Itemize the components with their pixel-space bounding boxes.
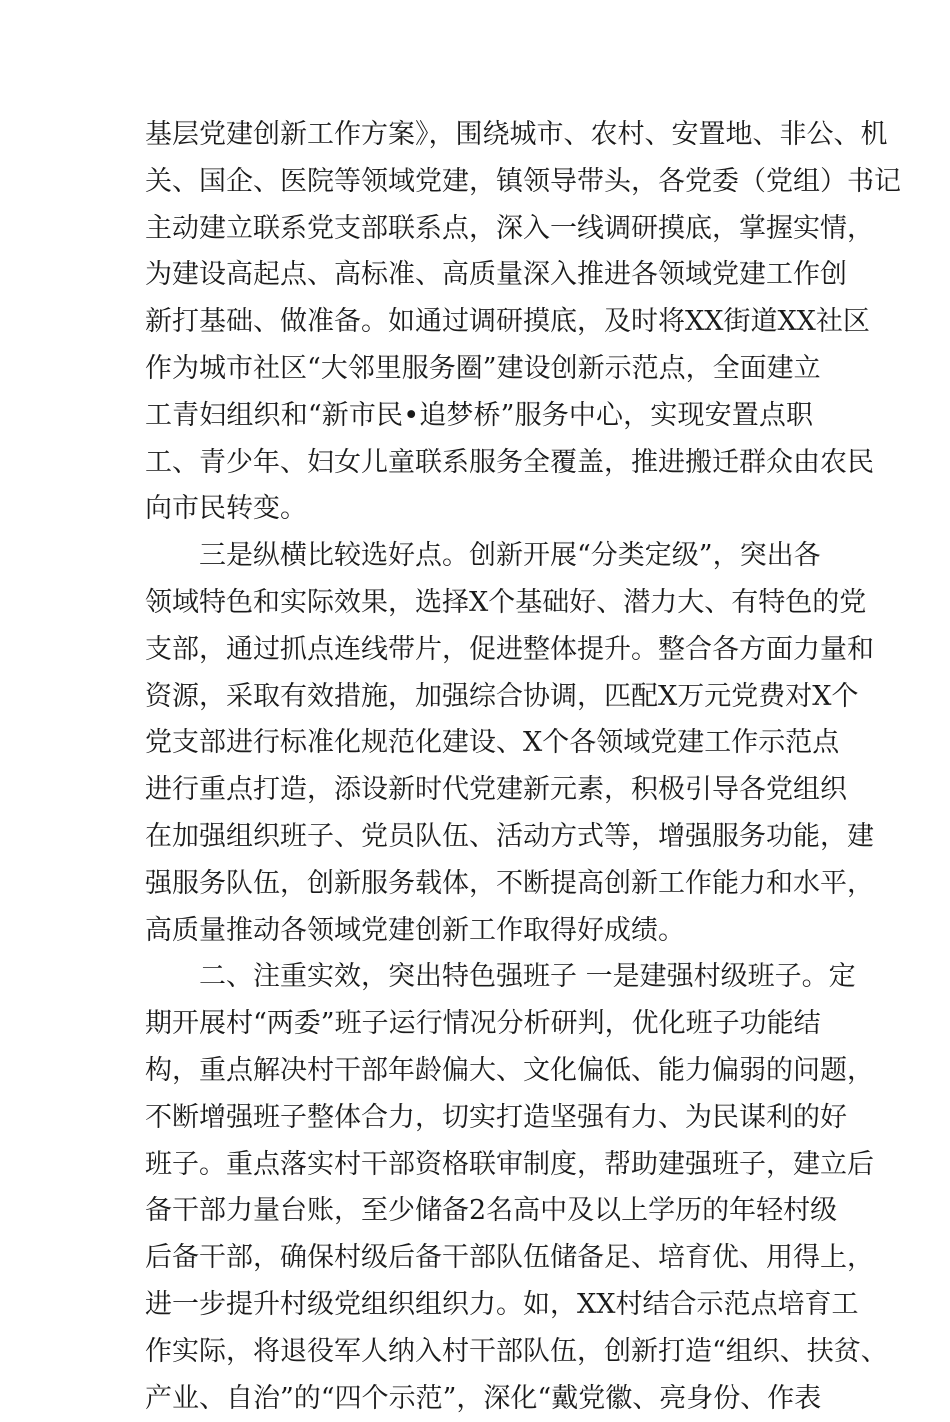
text-line: 工、青少年、妇女儿童联系服务全覆盖，推进搬迁群众由农民	[145, 446, 874, 478]
text-line: 高质量推动各领域党建创新工作取得好成绩。	[145, 914, 685, 946]
text-line: 备干部力量台账，至少储备2名高中及以上学历的年轻村级	[145, 1195, 838, 1227]
text-line: 向市民转变。	[145, 493, 307, 525]
text-line: 主动建立联系党支部联系点，深入一线调研摸底，掌握实情，	[145, 212, 874, 244]
text-line: 支部，通过抓点连线带片，促进整体提升。整合各方面力量和	[145, 633, 874, 665]
text-line: 资源，采取有效措施，加强综合协调，匹配X万元党费对X个	[145, 680, 859, 712]
text-line: 关、国企、医院等领域党建，镇领导带头，各党委（党组）书记	[145, 165, 901, 197]
text-line: 领域特色和实际效果，选择X个基础好、潜力大、有特色的党	[145, 586, 867, 618]
text-line: 强服务队伍，创新服务载体，不断提高创新工作能力和水平，	[145, 867, 874, 899]
paragraph-start-line: 三是纵横比较选好点。创新开展“分类定级”，突出各	[199, 540, 821, 572]
text-line: 工青妇组织和“新市民•追梦桥”服务中心，实现安置点职	[145, 399, 813, 431]
text-line: 作实际，将退役军人纳入村干部队伍，创新打造“组织、扶贫、	[145, 1335, 888, 1367]
text-line: 产业、自治”的“四个示范”，深化“戴党徽、亮身份、作表	[145, 1382, 822, 1414]
text-line: 班子。重点落实村干部资格联审制度，帮助建强班子，建立后	[145, 1148, 874, 1180]
text-line: 后备干部，确保村级后备干部队伍储备足、培育优、用得上，	[145, 1242, 874, 1274]
text-line: 党支部进行标准化规范化建设、X个各领域党建工作示范点	[145, 727, 840, 759]
text-line: 为建设高起点、高标准、高质量深入推进各领域党建工作创	[145, 259, 847, 291]
text-line: 期开展村“两委”班子运行情况分析研判，优化班子功能结	[145, 1008, 821, 1040]
text-line: 基层党建创新工作方案》，围绕城市、农村、安置地、非公、机	[145, 119, 888, 150]
text-line: 不断增强班子整体合力，切实打造坚强有力、为民谋利的好	[145, 1101, 847, 1133]
document-body	[145, 112, 901, 1422]
text-line: 进行重点打造，添设新时代党建新元素，积极引导各党组织	[145, 774, 847, 806]
text-line: 构，重点解决村干部年龄偏大、文化偏低、能力偏弱的问题，	[145, 1054, 874, 1086]
section-heading-line: 二、注重实效，突出特色强班子 一是建强村级班子。定	[199, 961, 856, 993]
text-line: 进一步提升村级党组织组织力。如，XX村结合示范点培育工	[145, 1288, 859, 1320]
text-line: 在加强组织班子、党员队伍、活动方式等，增强服务功能，建	[145, 820, 874, 852]
text-line: 作为城市社区“大邻里服务圈”建设创新示范点，全面建立	[145, 352, 821, 384]
text-line: 新打基础、做准备。如通过调研摸底，及时将XX街道XX社区	[145, 306, 870, 338]
